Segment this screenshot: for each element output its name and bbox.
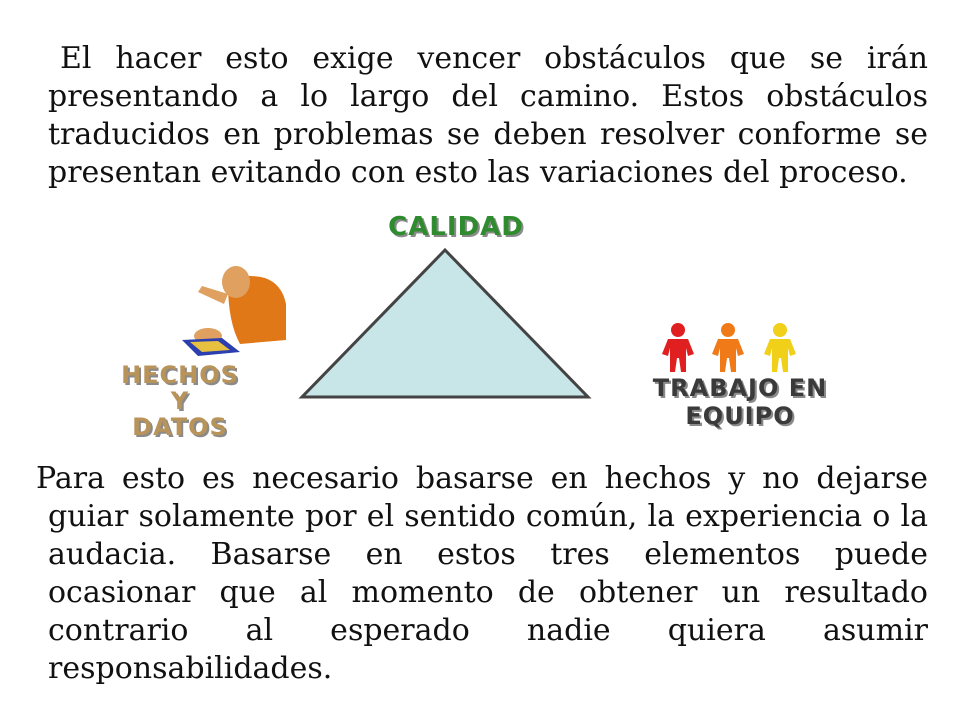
trabajo-line: TRABAJO EN: [652, 374, 828, 402]
hechos-datos-label: [90, 362, 270, 440]
datos-line: DATOS: [132, 413, 228, 441]
quality-triangle: [302, 250, 588, 397]
equipo-line: EQUIPO: [685, 402, 795, 430]
hechos-line: HECHOS: [121, 361, 239, 389]
bottom-paragraph: Para esto es necesario basarse en hechos y no dejarse guiar solamente por el sentido común, la experiencia o la audacia. Basarse en estos tres elementos puede ocasionar que al momento de obtener un resultado contrario al esperado nadie quiera asumir responsabilidades.: [36, 461, 928, 686]
trabajo-equipo-label: [600, 374, 880, 430]
quality-diagram: [90, 212, 880, 442]
team-people-icon: [662, 323, 796, 372]
calidad-label: CALIDAD: [388, 212, 524, 242]
y-line: Y: [170, 387, 190, 415]
pointing-person-icon: [182, 266, 286, 356]
top-paragraph: El hacer esto exige vencer obstáculos que se irán presentando a lo largo del camino. Estos obstáculos traducidos en problemas se deben resolver conforme se presentan evitando con esto las variaciones del proceso.: [48, 41, 928, 190]
